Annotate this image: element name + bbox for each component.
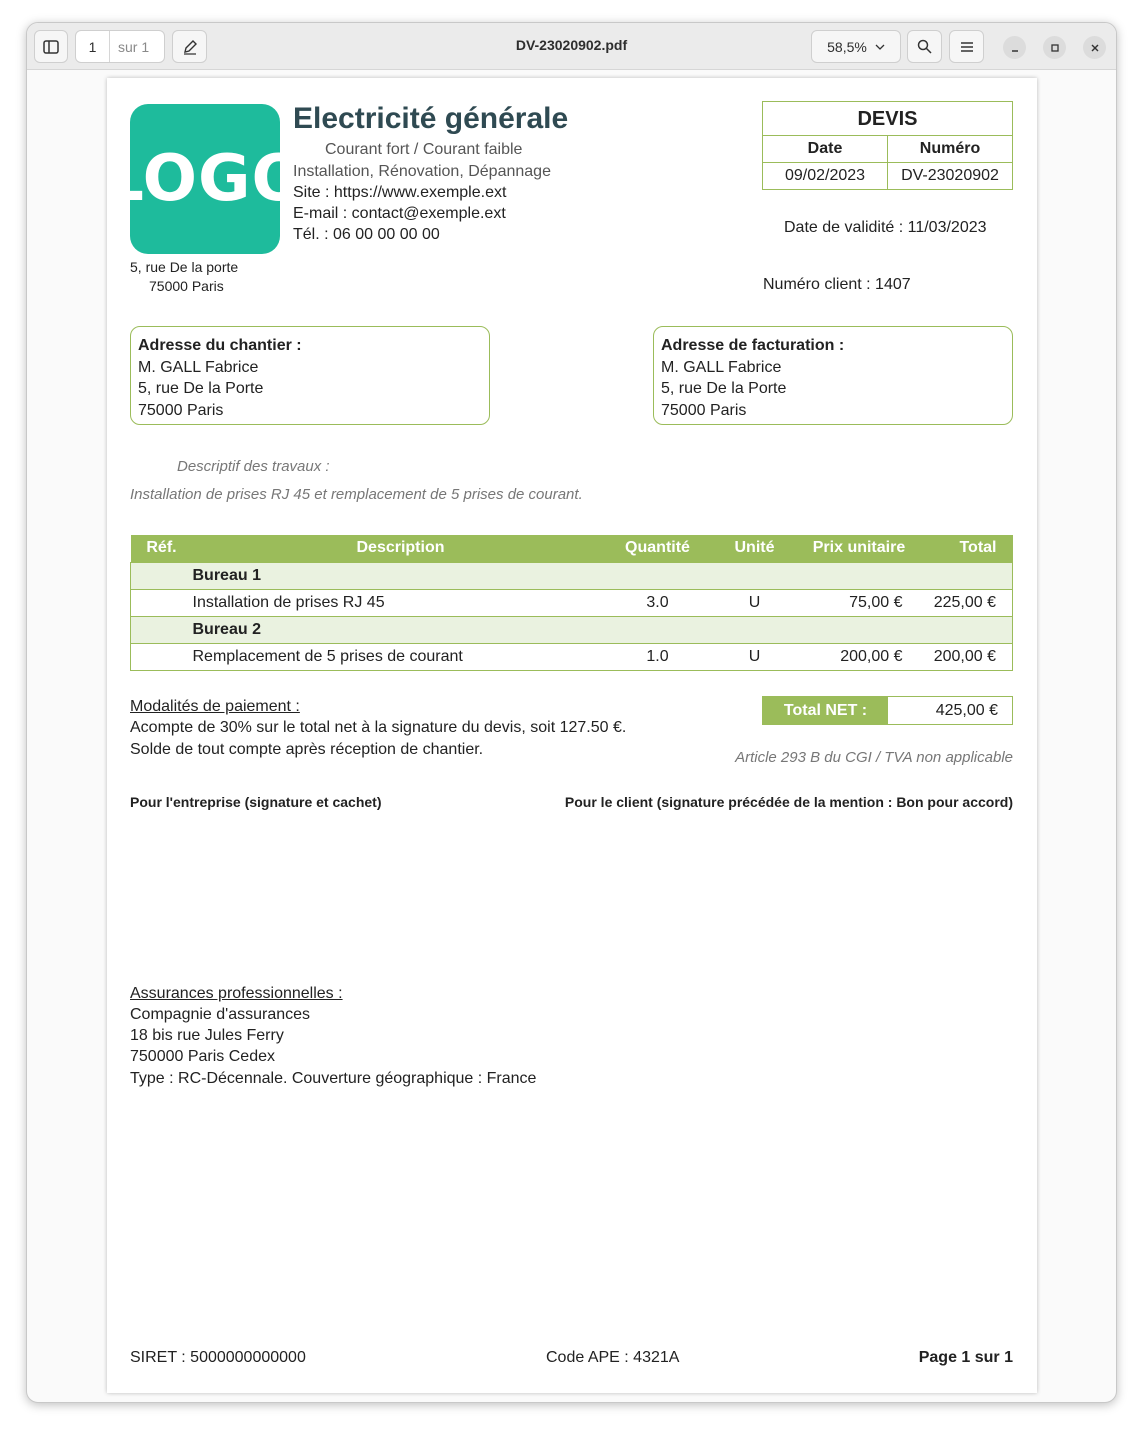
company-street: 5, rue De la porte	[130, 259, 239, 275]
billing-address-box	[653, 326, 1013, 425]
col-unit-price: Prix unitaire	[803, 535, 916, 562]
group-label: Bureau 1	[193, 562, 1013, 589]
company-tagline: Courant fort / Courant faible	[325, 141, 523, 158]
maximize-icon	[1050, 43, 1060, 53]
site-address-title: Adresse du chantier :	[138, 337, 302, 354]
company-city: 75000 Paris	[149, 278, 224, 294]
site-address-box	[130, 326, 490, 425]
logo-text: LOGO	[103, 142, 307, 216]
window-title: DV-23020902.pdf	[515, 37, 628, 53]
col-unit: Unité	[707, 535, 803, 562]
total-net-label: Total NET :	[763, 697, 888, 724]
company-phone: Tél. : 06 00 00 00 00	[293, 226, 440, 243]
company-email: E-mail : contact@exemple.ext	[293, 205, 506, 222]
col-ref: Réf.	[131, 535, 193, 562]
quote-box	[762, 101, 1013, 190]
works-label: Descriptif des travaux :	[177, 458, 330, 475]
insurance-type: Type : RC-Décennale. Couverture géographique : France	[130, 1070, 537, 1087]
page-total-label: sur 1	[118, 38, 150, 55]
client-signature-label: Pour le client (signature précédée de la mention : Bon pour accord)	[564, 794, 1013, 810]
row-quantity: 1.0	[609, 643, 707, 670]
row-description: Installation de prises RJ 45	[193, 589, 609, 616]
site-address-name: M. GALL Fabrice	[138, 358, 259, 376]
zoom-selector[interactable]	[811, 30, 901, 63]
quote-date: 09/02/2023	[763, 163, 888, 189]
chevron-down-icon	[875, 44, 885, 50]
page-number-input[interactable]: 1	[76, 31, 110, 62]
insurance-title: Assurances professionnelles :	[130, 985, 343, 1002]
tax-note: Article 293 B du CGI / TVA non applicable	[735, 749, 1013, 766]
footer-page: Page 1 sur 1	[918, 1349, 1013, 1366]
site-address-city: 75000 Paris	[138, 401, 224, 419]
table-group-row	[131, 562, 1013, 589]
row-unit-price: 75,00 €	[803, 589, 916, 616]
row-unit: U	[707, 643, 803, 670]
row-ref	[131, 643, 193, 670]
payment-title: Modalités de paiement :	[130, 698, 300, 715]
table-group-row	[131, 616, 1013, 643]
maximize-button[interactable]	[1043, 36, 1066, 59]
zoom-level: 58,5%	[827, 38, 867, 55]
close-icon	[1090, 43, 1100, 53]
col-description: Description	[193, 535, 609, 562]
table-header-row	[131, 535, 1013, 562]
table-row	[131, 589, 1013, 616]
billing-address-title: Adresse de facturation :	[661, 337, 845, 354]
row-total: 225,00 €	[916, 589, 1013, 616]
menu-button[interactable]	[949, 30, 984, 63]
site-address-street: 5, rue De la Porte	[138, 380, 264, 397]
minimize-button[interactable]	[1003, 36, 1026, 59]
total-net-box	[762, 696, 1013, 725]
quote-title: DEVIS	[763, 102, 1012, 136]
client-number: Numéro client : 1407	[763, 276, 911, 293]
billing-address-city: 75000 Paris	[661, 401, 747, 419]
hamburger-icon	[960, 41, 974, 53]
insurance-company: Compagnie d'assurances	[130, 1006, 311, 1023]
quote-number: DV-23020902	[901, 167, 999, 184]
row-description: Remplacement de 5 prises de courant	[193, 643, 609, 670]
company-site: Site : https://www.exemple.ext	[293, 184, 507, 201]
col-total: Total	[916, 535, 1013, 562]
billing-address-street: 5, rue De la Porte	[661, 380, 787, 397]
row-quantity: 3.0	[609, 589, 707, 616]
total-net-value: 425,00 €	[935, 701, 998, 719]
company-name: Electricité générale	[293, 102, 569, 135]
payment-line-1: Acompte de 30% sur le total net à la signature du devis, soit 127.50 €.	[130, 719, 627, 736]
row-unit-price: 200,00 €	[803, 643, 916, 670]
search-button[interactable]	[907, 30, 942, 63]
footer-ape: Code APE : 4321A	[546, 1349, 680, 1366]
toolbar	[27, 23, 1116, 70]
payment-line-2: Solde de tout compte après réception de chantier.	[130, 741, 484, 758]
company-services: Installation, Rénovation, Dépannage	[293, 163, 551, 180]
insurance-street: 18 bis rue Jules Ferry	[130, 1027, 284, 1044]
row-total: 200,00 €	[916, 643, 1013, 670]
quote-date-label: Date	[763, 136, 888, 162]
company-signature-label: Pour l'entreprise (signature et cachet)	[130, 794, 382, 810]
items-table	[130, 535, 1013, 671]
row-ref	[131, 589, 193, 616]
group-label: Bureau 2	[193, 616, 1013, 643]
quote-validity: Date de validité : 11/03/2023	[784, 219, 987, 236]
search-icon	[917, 39, 932, 54]
close-button[interactable]	[1083, 36, 1106, 59]
document-page	[103, 78, 1037, 1393]
company-logo	[103, 104, 307, 254]
minimize-icon	[1010, 43, 1020, 53]
row-unit: U	[707, 589, 803, 616]
insurance-city: 750000 Paris Cedex	[130, 1048, 275, 1065]
footer-siret: SIRET : 5000000000000	[130, 1349, 306, 1366]
pdf-viewer-window	[26, 22, 1117, 1403]
works-description: Installation de prises RJ 45 et remplacement de 5 prises de courant.	[130, 486, 583, 503]
table-row	[131, 643, 1013, 670]
quote-number-label: Numéro	[919, 140, 981, 157]
col-quantity: Quantité	[609, 535, 707, 562]
billing-address-name: M. GALL Fabrice	[661, 358, 782, 376]
